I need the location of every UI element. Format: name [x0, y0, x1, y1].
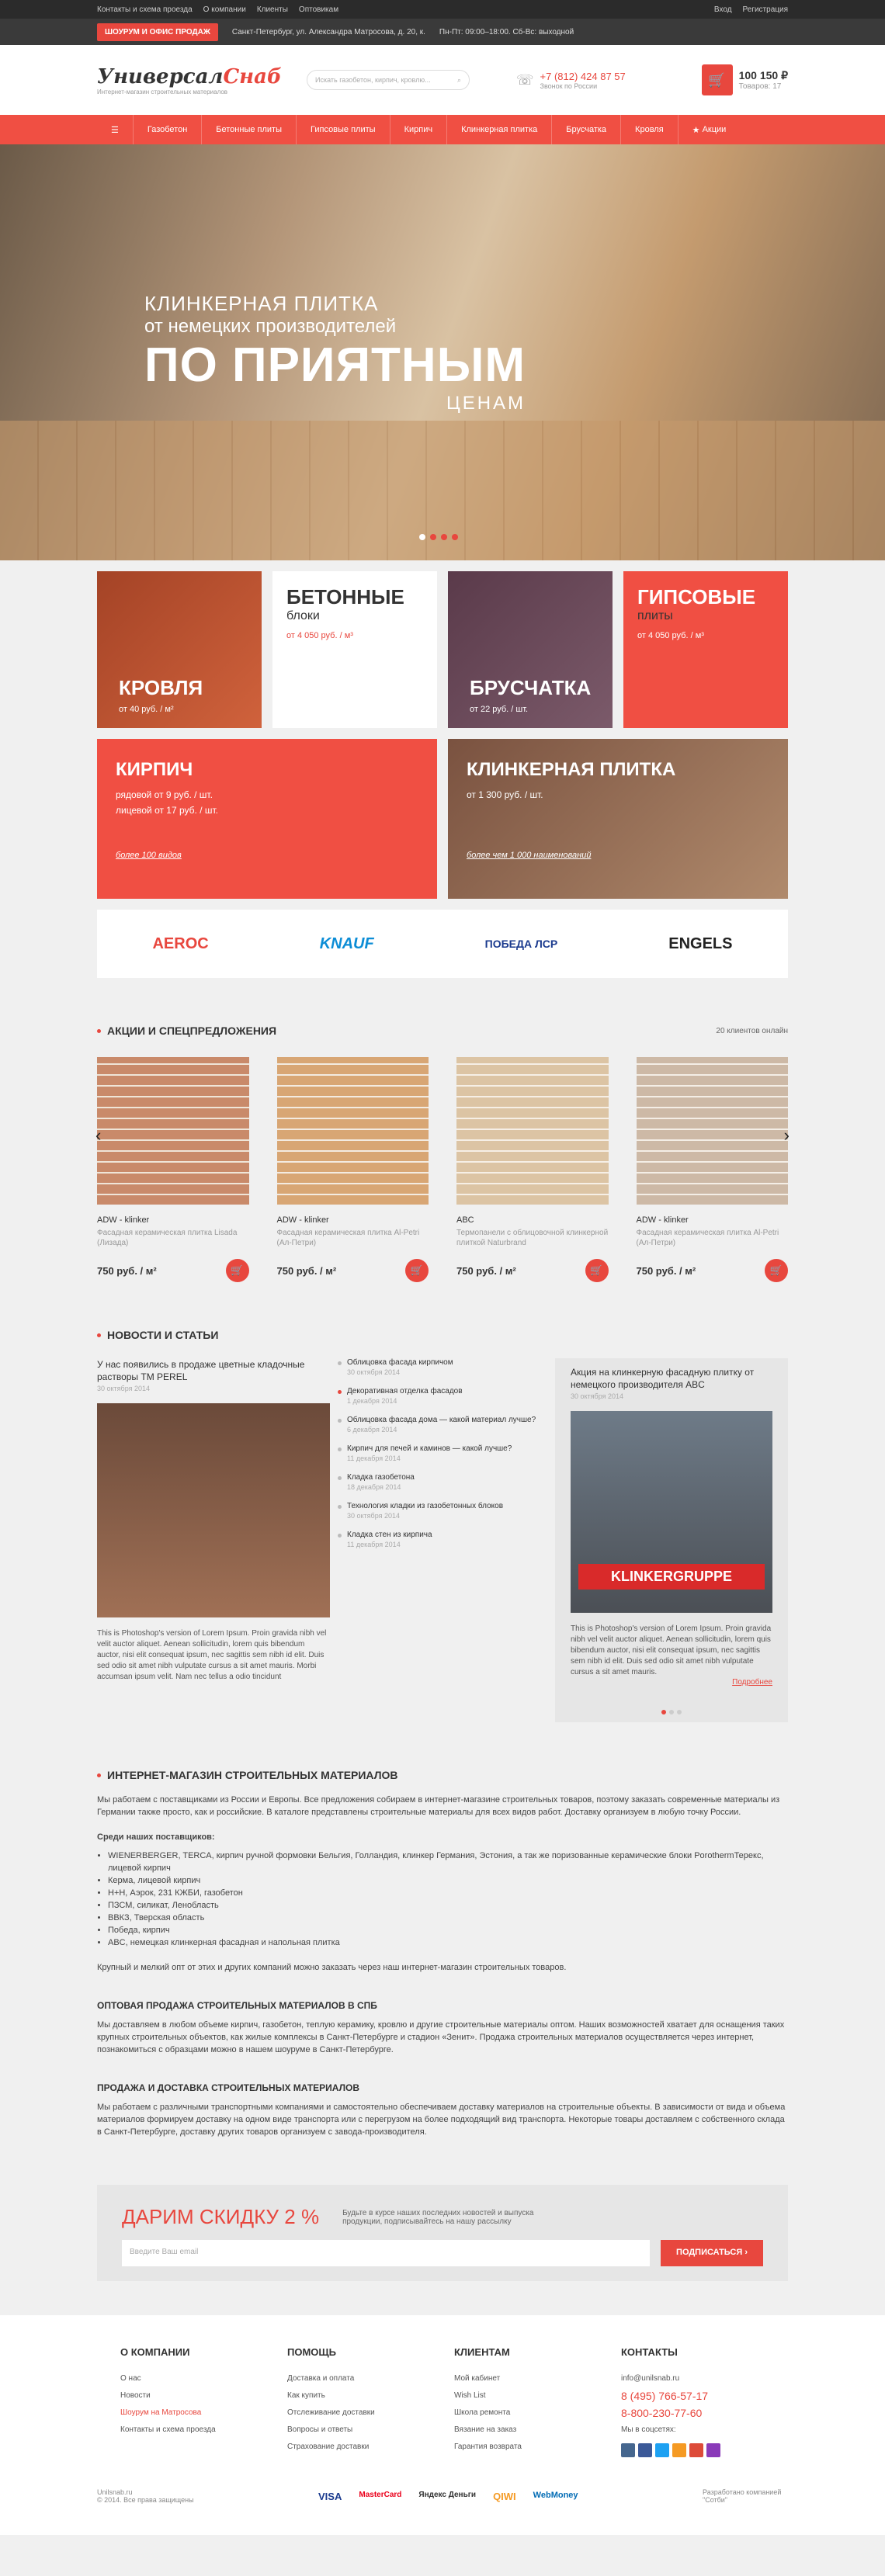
google-plus-icon[interactable] [689, 2443, 703, 2457]
brand-logo-knauf[interactable]: KNAUF [319, 934, 374, 952]
category-price: лицевой от 17 руб. / шт. [116, 805, 218, 816]
news-promo [555, 1358, 788, 1722]
category-sub: плиты [637, 609, 673, 622]
cart[interactable] [702, 64, 788, 95]
section-title: НОВОСТИ И СТАТЬИ [97, 1329, 218, 1341]
footer [0, 2315, 885, 2535]
news-item[interactable] [338, 1502, 547, 1520]
news-item-title[interactable]: Технология кладки из газобетонных блоков [347, 1502, 504, 1510]
hero-text [144, 292, 526, 414]
news-item[interactable] [338, 1531, 547, 1548]
brand-logo-aeroc[interactable]: AEROC [152, 934, 209, 952]
chevron-left-icon[interactable]: ‹ [95, 1125, 102, 1145]
category-grid [97, 571, 788, 728]
news-dot[interactable] [677, 1710, 682, 1714]
about-heading: ОПТОВАЯ ПРОДАЖА СТРОИТЕЛЬНЫХ МАТЕРИАЛОВ В СПБ [97, 2000, 377, 2011]
news-text: This is Photoshop's version of Lorem Ipsum. Proin gravida nibh vel velit auctor aliquet. Aenean sollicitudin, lorem quis bibendum auctor, nisi elit consequat ipsum, nec sagittis sem nibh id elit. Duis sed odio sit amet nibh vulputate cursus a sit amet mauris. Morbi accumsan ipsum velit. Nam nec tellus a odio tincidunt [97, 1629, 327, 1681]
news-item[interactable] [338, 1387, 547, 1405]
news-date: 30 октября 2014 [571, 1392, 624, 1400]
news-item-title[interactable]: Кладка газобетона [347, 1473, 415, 1482]
register-link[interactable]: Регистрация [742, 5, 788, 14]
nav-item-gypsum[interactable]: Гипсовые плиты [296, 115, 390, 144]
footer-phone[interactable]: 8 (495) 766-57-17 [621, 2390, 709, 2402]
nav-item-gasbeton[interactable]: Газобетон [133, 115, 201, 144]
news-section [97, 1329, 788, 1722]
nav-item-clinker[interactable]: Клинкерная плитка [446, 115, 551, 144]
product-card[interactable] [456, 1057, 609, 1282]
promo-section [97, 1025, 788, 1282]
category-title: КИРПИЧ [116, 759, 193, 780]
subscribe-block [97, 2185, 788, 2281]
sub-bar [0, 19, 885, 45]
news-item-date: 18 декабря 2014 [347, 1483, 401, 1491]
category-grid-large [97, 739, 788, 899]
product-card[interactable] [97, 1057, 249, 1282]
header [0, 45, 885, 115]
main-nav [0, 115, 885, 144]
product-price: 750 руб. / м² [456, 1264, 516, 1277]
footer-phone[interactable]: 8-800-230-77-60 [621, 2407, 703, 2419]
chevron-right-icon[interactable]: › [783, 1125, 790, 1145]
supplier-item: • ABC, немецкая клинкерная фасадная и напольная плитка [108, 1936, 788, 1949]
footer-link[interactable]: Мой кабинет [454, 2374, 501, 2383]
section-title: ИНТЕРНЕТ-МАГАЗИН СТРОИТЕЛЬНЫХ МАТЕРИАЛОВ [97, 1769, 398, 1781]
product-desc[interactable]: Фасадная керамическая плитка Al-Petri (Ал-Петри) [636, 1229, 779, 1247]
product-card[interactable] [277, 1057, 429, 1282]
facebook-icon[interactable] [638, 2443, 652, 2457]
about-paragraph: Мы работаем с различными транспортными компаниями и самостоятельно обеспечиваем доставку материалов на строительные объекты. В зависимости от вида и объема материалов формируем доставку на одном виде транспорта или с перегрузом на более подходящий вид транспорта. Некоторые товары доставляем с собственного склада в Санкт-Петербурге, доставку других товаров организуем с завода-производителя. [97, 2103, 786, 2137]
subscribe-button[interactable] [661, 2240, 763, 2266]
add-to-cart-icon[interactable]: 🛒 [765, 1259, 788, 1282]
hours: Пн-Пт: 09:00–18:00. Сб-Вс: выходной [439, 27, 574, 36]
product-brand: ABC [456, 1215, 474, 1225]
nav-item-paving[interactable]: Брусчатка [551, 115, 620, 144]
footer-heading: ПОМОЩЬ [287, 2346, 336, 2358]
news-item[interactable] [338, 1358, 547, 1376]
hero-line-3: ПО ПРИЯТНЫМ [144, 338, 526, 392]
news-item-date: 6 декабря 2014 [347, 1426, 397, 1434]
logo-tagline: Интернет-магазин строительных материалов [97, 88, 228, 95]
nav-item-concrete[interactable]: Бетонные плиты [201, 115, 296, 144]
footer-link[interactable]: Контакты и схема проезда [120, 2425, 216, 2434]
category-price: от 1 300 руб. / шт. [467, 789, 543, 800]
category-sub: блоки [286, 609, 320, 622]
footer-link[interactable]: Вязание на заказ [454, 2425, 517, 2434]
topbar-link-about[interactable]: О компании [203, 5, 246, 14]
suppliers-label: Среди наших поставщиков: [97, 1832, 215, 1842]
login-link[interactable]: Вход [713, 5, 732, 14]
product-carousel [97, 1057, 788, 1282]
footer-bottom [97, 2488, 788, 2519]
top-bar [0, 0, 885, 19]
nav-item-roof[interactable]: Кровля [620, 115, 678, 144]
hero-dot[interactable] [419, 534, 425, 540]
supplier-item: • ПЗСМ, силикат, Ленобласть [108, 1899, 788, 1912]
category-title: БРУСЧАТКА [470, 676, 592, 699]
supplier-item: • WIENERBERGER, TERCA, кирпич ручной формовки Бельгия, Голландия, клинкер Германия, Эстония, а так же поризованные керамические блоки PorothermТерекс, лицевой кирпич [108, 1850, 788, 1874]
hero-dot[interactable] [452, 534, 458, 540]
topbar-link-contacts[interactable]: Контакты и схема проезда [97, 5, 193, 14]
footer-heading: О КОМПАНИИ [120, 2346, 190, 2358]
product-price: 750 руб. / м² [97, 1264, 157, 1277]
about-paragraph: Крупный и мелкий опт от этих и других компаний можно заказать через наш интернет-магазин строительных товаров. [97, 1963, 567, 1972]
category-more-link[interactable]: более 100 видов [116, 851, 182, 860]
mastercard-logo: MasterCard [359, 2490, 402, 2499]
footer-email[interactable]: info@unilsnab.ru [621, 2374, 680, 2383]
email-field[interactable]: Введите Ваш email [122, 2240, 650, 2266]
news-item-title[interactable]: Кирпич для печей и каминов — какой лучше? [347, 1444, 512, 1453]
webmoney-logo: WebMoney [533, 2490, 578, 2500]
news-item-title[interactable]: Облицовка фасада дома — какой материал лучше? [347, 1416, 536, 1424]
brand-strip [97, 910, 788, 978]
menu-icon[interactable]: ☰ [111, 125, 119, 135]
brand-logo-pobeda[interactable]: ПОБЕДА ЛСР [484, 938, 558, 950]
cart-sum: 100 150 ₽ [738, 69, 788, 81]
news-dot-active[interactable] [661, 1710, 666, 1714]
category-title: ГИПСОВЫЕ [637, 585, 756, 608]
footer-link[interactable]: Отслеживание доставки [287, 2408, 375, 2417]
nav-item-promo[interactable] [678, 115, 741, 144]
news-item[interactable] [338, 1444, 547, 1462]
category-clinker[interactable] [448, 739, 788, 899]
hero-dot[interactable] [441, 534, 447, 540]
product-brand: ADW - klinker [636, 1215, 689, 1225]
news-dot[interactable] [669, 1710, 674, 1714]
footer-heading: КЛИЕНТАМ [454, 2346, 510, 2358]
category-gypsum[interactable] [623, 571, 788, 728]
footer-link[interactable]: Школа ремонта [454, 2408, 511, 2417]
product-brand: ADW - klinker [97, 1215, 150, 1225]
footer-link[interactable]: Доставка и оплата [287, 2374, 355, 2383]
category-price: рядовой от 9 руб. / шт. [116, 789, 213, 800]
showroom-button[interactable]: ШОУРУМ И ОФИС ПРОДАЖ [97, 23, 218, 41]
yandex-money-logo: Яндекс Деньги [418, 2490, 477, 2499]
category-title: КЛИНКЕРНАЯ ПЛИТКА [467, 759, 676, 780]
category-price: от 40 руб. / м² [119, 705, 174, 714]
news-dots [571, 1710, 772, 1714]
news-item-date: 1 декабря 2014 [347, 1397, 397, 1405]
category-brick[interactable] [97, 739, 437, 899]
footer-col-clients [454, 2346, 598, 2457]
news-title[interactable]: Акция на клинкерную фасадную плитку от немецкого производителя ABC [571, 1367, 755, 1390]
about-section [97, 1769, 788, 2138]
category-paving[interactable] [448, 571, 613, 728]
vk-icon[interactable] [621, 2443, 635, 2457]
news-item-date: 11 декабря 2014 [347, 1541, 401, 1548]
hero-dots [419, 534, 458, 540]
news-featured [97, 1358, 330, 1722]
qiwi-logo: QIWI [493, 2490, 516, 2502]
product-price: 750 руб. / м² [276, 1264, 337, 1277]
footer-link[interactable]: Wish List [454, 2391, 486, 2400]
subscribe-note: Будьте в курсе наших последних новостей и выпуска продукции, подписывайтесь на нашу рассылку [342, 2208, 534, 2226]
supplier-item: • H+H, Аэрок, 231 КЖБИ, газобетон [108, 1887, 788, 1899]
product-image[interactable] [277, 1057, 429, 1205]
news-item-date: 30 октября 2014 [347, 1512, 401, 1520]
category-title: БЕТОННЫЕ [286, 585, 404, 608]
cart-icon[interactable]: 🛒 [702, 64, 733, 95]
footer-col-contacts [621, 2346, 765, 2457]
product-image[interactable] [637, 1057, 789, 1205]
news-image[interactable] [97, 1403, 330, 1617]
footer-link[interactable]: О нас [120, 2374, 141, 2383]
category-price: от 4 050 руб. / м³ [286, 631, 353, 640]
about-heading: ПРОДАЖА И ДОСТАВКА СТРОИТЕЛЬНЫХ МАТЕРИАЛОВ [97, 2082, 360, 2093]
supplier-item: • Победа, кирпич [108, 1924, 788, 1936]
copyright-site: Unilsnab.ru [97, 2488, 133, 2496]
phone-note: Звонок по России [540, 81, 598, 90]
footer-link[interactable]: Вопросы и ответы [287, 2425, 353, 2434]
supplier-item: • Керма, лицевой кирпич [108, 1874, 788, 1887]
product-desc[interactable]: Фасадная керамическая плитка Al-Petri (Ал-Петри) [276, 1229, 420, 1247]
footer-link[interactable]: Новости [120, 2391, 151, 2400]
brand-logo-engels[interactable]: ENGELS [668, 934, 733, 952]
category-concrete[interactable] [272, 571, 437, 728]
add-to-cart-icon[interactable]: 🛒 [585, 1259, 609, 1282]
product-image[interactable] [456, 1057, 609, 1205]
about-paragraph: Мы работаем с поставщиками из России и Европы. Все предложения собираем в интернет-магазине строительных товаров, поэтому заказать современные материалы из Германии также просто, как и российские. В каталоге представлены строительные материалы для всех видов работ. Доставку организуем в любую точку России. [97, 1795, 780, 1817]
footer-link[interactable]: Как купить [287, 2391, 325, 2400]
category-price: от 4 050 руб. / м³ [637, 631, 704, 640]
hero-line-2: от немецких производителей [144, 316, 397, 337]
search-input[interactable] [307, 70, 470, 90]
hero-line-4: ЦЕНАМ [446, 393, 526, 414]
star-icon: ★ [692, 125, 703, 135]
logo[interactable] [97, 65, 283, 95]
topbar-link-clients[interactable]: Клиенты [256, 5, 288, 14]
news-item-title[interactable]: Облицовка фасада кирпичом [347, 1358, 453, 1367]
product-brand: ADW - klinker [276, 1215, 329, 1225]
news-title[interactable]: У нас появились в продаже цветные кладочные растворы ТМ PEREL [97, 1359, 305, 1382]
news-item[interactable] [338, 1473, 547, 1491]
online-count: 20 клиентов онлайн [716, 1026, 788, 1035]
news-image[interactable] [571, 1411, 772, 1613]
phone-icon: ☏ [516, 71, 534, 88]
add-to-cart-icon[interactable]: 🛒 [405, 1259, 429, 1282]
hero-banner[interactable] [0, 144, 885, 560]
add-to-cart-icon[interactable]: 🛒 [226, 1259, 249, 1282]
nav-item-promo-label: Акции [702, 125, 727, 134]
address: Санкт-Петербург, ул. Александра Матросова, д. 20, к. [231, 27, 425, 36]
visa-logo: VISA [318, 2490, 342, 2502]
subscribe-title: ДАРИМ СКИДКУ 2 % [122, 2205, 320, 2228]
news-date: 30 октября 2014 [97, 1385, 151, 1392]
footer-link[interactable]: Гарантия возврата [454, 2443, 522, 2451]
hero-dot-active[interactable] [430, 534, 436, 540]
news-list [338, 1358, 547, 1722]
copyright: © 2014. Все права защищены [97, 2496, 194, 2504]
search-placeholder: Искать газобетон, кирпич, кровлю... [315, 76, 431, 84]
social-icons [621, 2443, 765, 2457]
cart-count: Товаров: 17 [738, 82, 782, 91]
instagram-icon[interactable] [706, 2443, 720, 2457]
logo-text-a: Универсал [97, 64, 224, 88]
footer-col-help [287, 2346, 431, 2457]
arrow-right-icon: › [744, 2248, 748, 2257]
footer-link[interactable]: Страхование доставки [287, 2443, 370, 2451]
social-label: Мы в соцсетях: [621, 2425, 676, 2434]
developer-credit[interactable]: Разработано компанией "Сотби" [703, 2488, 782, 2504]
footer-col-company [120, 2346, 264, 2457]
news-badge: KLINKERGRUPPE [578, 1564, 765, 1590]
product-desc[interactable]: Термопанели с облицовочной клинкерной плиткой Naturbrand [456, 1229, 609, 1247]
product-desc[interactable]: Фасадная керамическая плитка Lisada (Лизада) [97, 1229, 238, 1247]
news-text: This is Photoshop's version of Lorem Ipsum. Proin gravida nibh vel velit auctor aliquet. Aenean sollicitudin, lorem quis bibendum auctor, nisi elit consequat ipsum, nec sagittis sem nibh id elit. Duis sed odio sit amet nibh vulputate cursus a sit amet mauris. [571, 1624, 772, 1676]
news-item[interactable] [338, 1416, 547, 1434]
category-price: от 22 руб. / шт. [470, 705, 529, 714]
news-item-date: 11 декабря 2014 [347, 1454, 401, 1462]
category-more-link[interactable]: более чем 1 000 наименований [467, 851, 592, 860]
about-paragraph: Мы доставляем в любом объеме кирпич, газобетон, теплую керамику, кровлю и другие строительные материалы оптом. Наших возможностей хватает для оснащения таких крупных строительных объектов, как жилые комплексы в Санкт-Петербурге и стадион «Зенит». Продажа строительных материалов осуществляется через интернет, познакомиться с образцами можно в нашем шоуруме в Санкт-Петербурге. [97, 2020, 785, 2054]
logo-text-b: Снаб [223, 64, 282, 88]
more-link[interactable]: Подробнее [732, 1678, 772, 1687]
suppliers-list [97, 1850, 788, 1949]
footer-heading: КОНТАКТЫ [621, 2346, 678, 2358]
news-item-title[interactable]: Кладка стен из кирпича [347, 1531, 432, 1539]
category-title: КРОВЛЯ [119, 676, 203, 699]
hero-line-1: КЛИНКЕРНАЯ ПЛИТКА [144, 292, 379, 315]
search-icon[interactable]: ⌕ [456, 75, 461, 84]
news-item-title[interactable]: Декоративная отделка фасадов [347, 1387, 463, 1395]
section-title: АКЦИИ И СПЕЦПРЕДЛОЖЕНИЯ [97, 1025, 276, 1037]
subscribe-button-label: ПОДПИСАТЬСЯ [676, 2248, 743, 2257]
category-roof[interactable] [97, 571, 262, 728]
nav-item-brick[interactable]: Кирпич [390, 115, 447, 144]
payment-logos [318, 2491, 578, 2502]
footer-link[interactable]: Шоурум на Матросова [120, 2408, 202, 2417]
news-item-date: 30 октября 2014 [347, 1368, 401, 1376]
product-price: 750 руб. / м² [636, 1264, 696, 1277]
phone-number[interactable]: +7 (812) 424 87 57 [540, 70, 626, 82]
odnoklassniki-icon[interactable] [672, 2443, 686, 2457]
twitter-icon[interactable] [655, 2443, 669, 2457]
product-card[interactable] [637, 1057, 789, 1282]
supplier-item: • ВВКЗ, Тверская область [108, 1912, 788, 1924]
phone-block [516, 71, 626, 90]
product-image[interactable] [97, 1057, 249, 1205]
topbar-link-wholesale[interactable]: Оптовикам [298, 5, 339, 14]
